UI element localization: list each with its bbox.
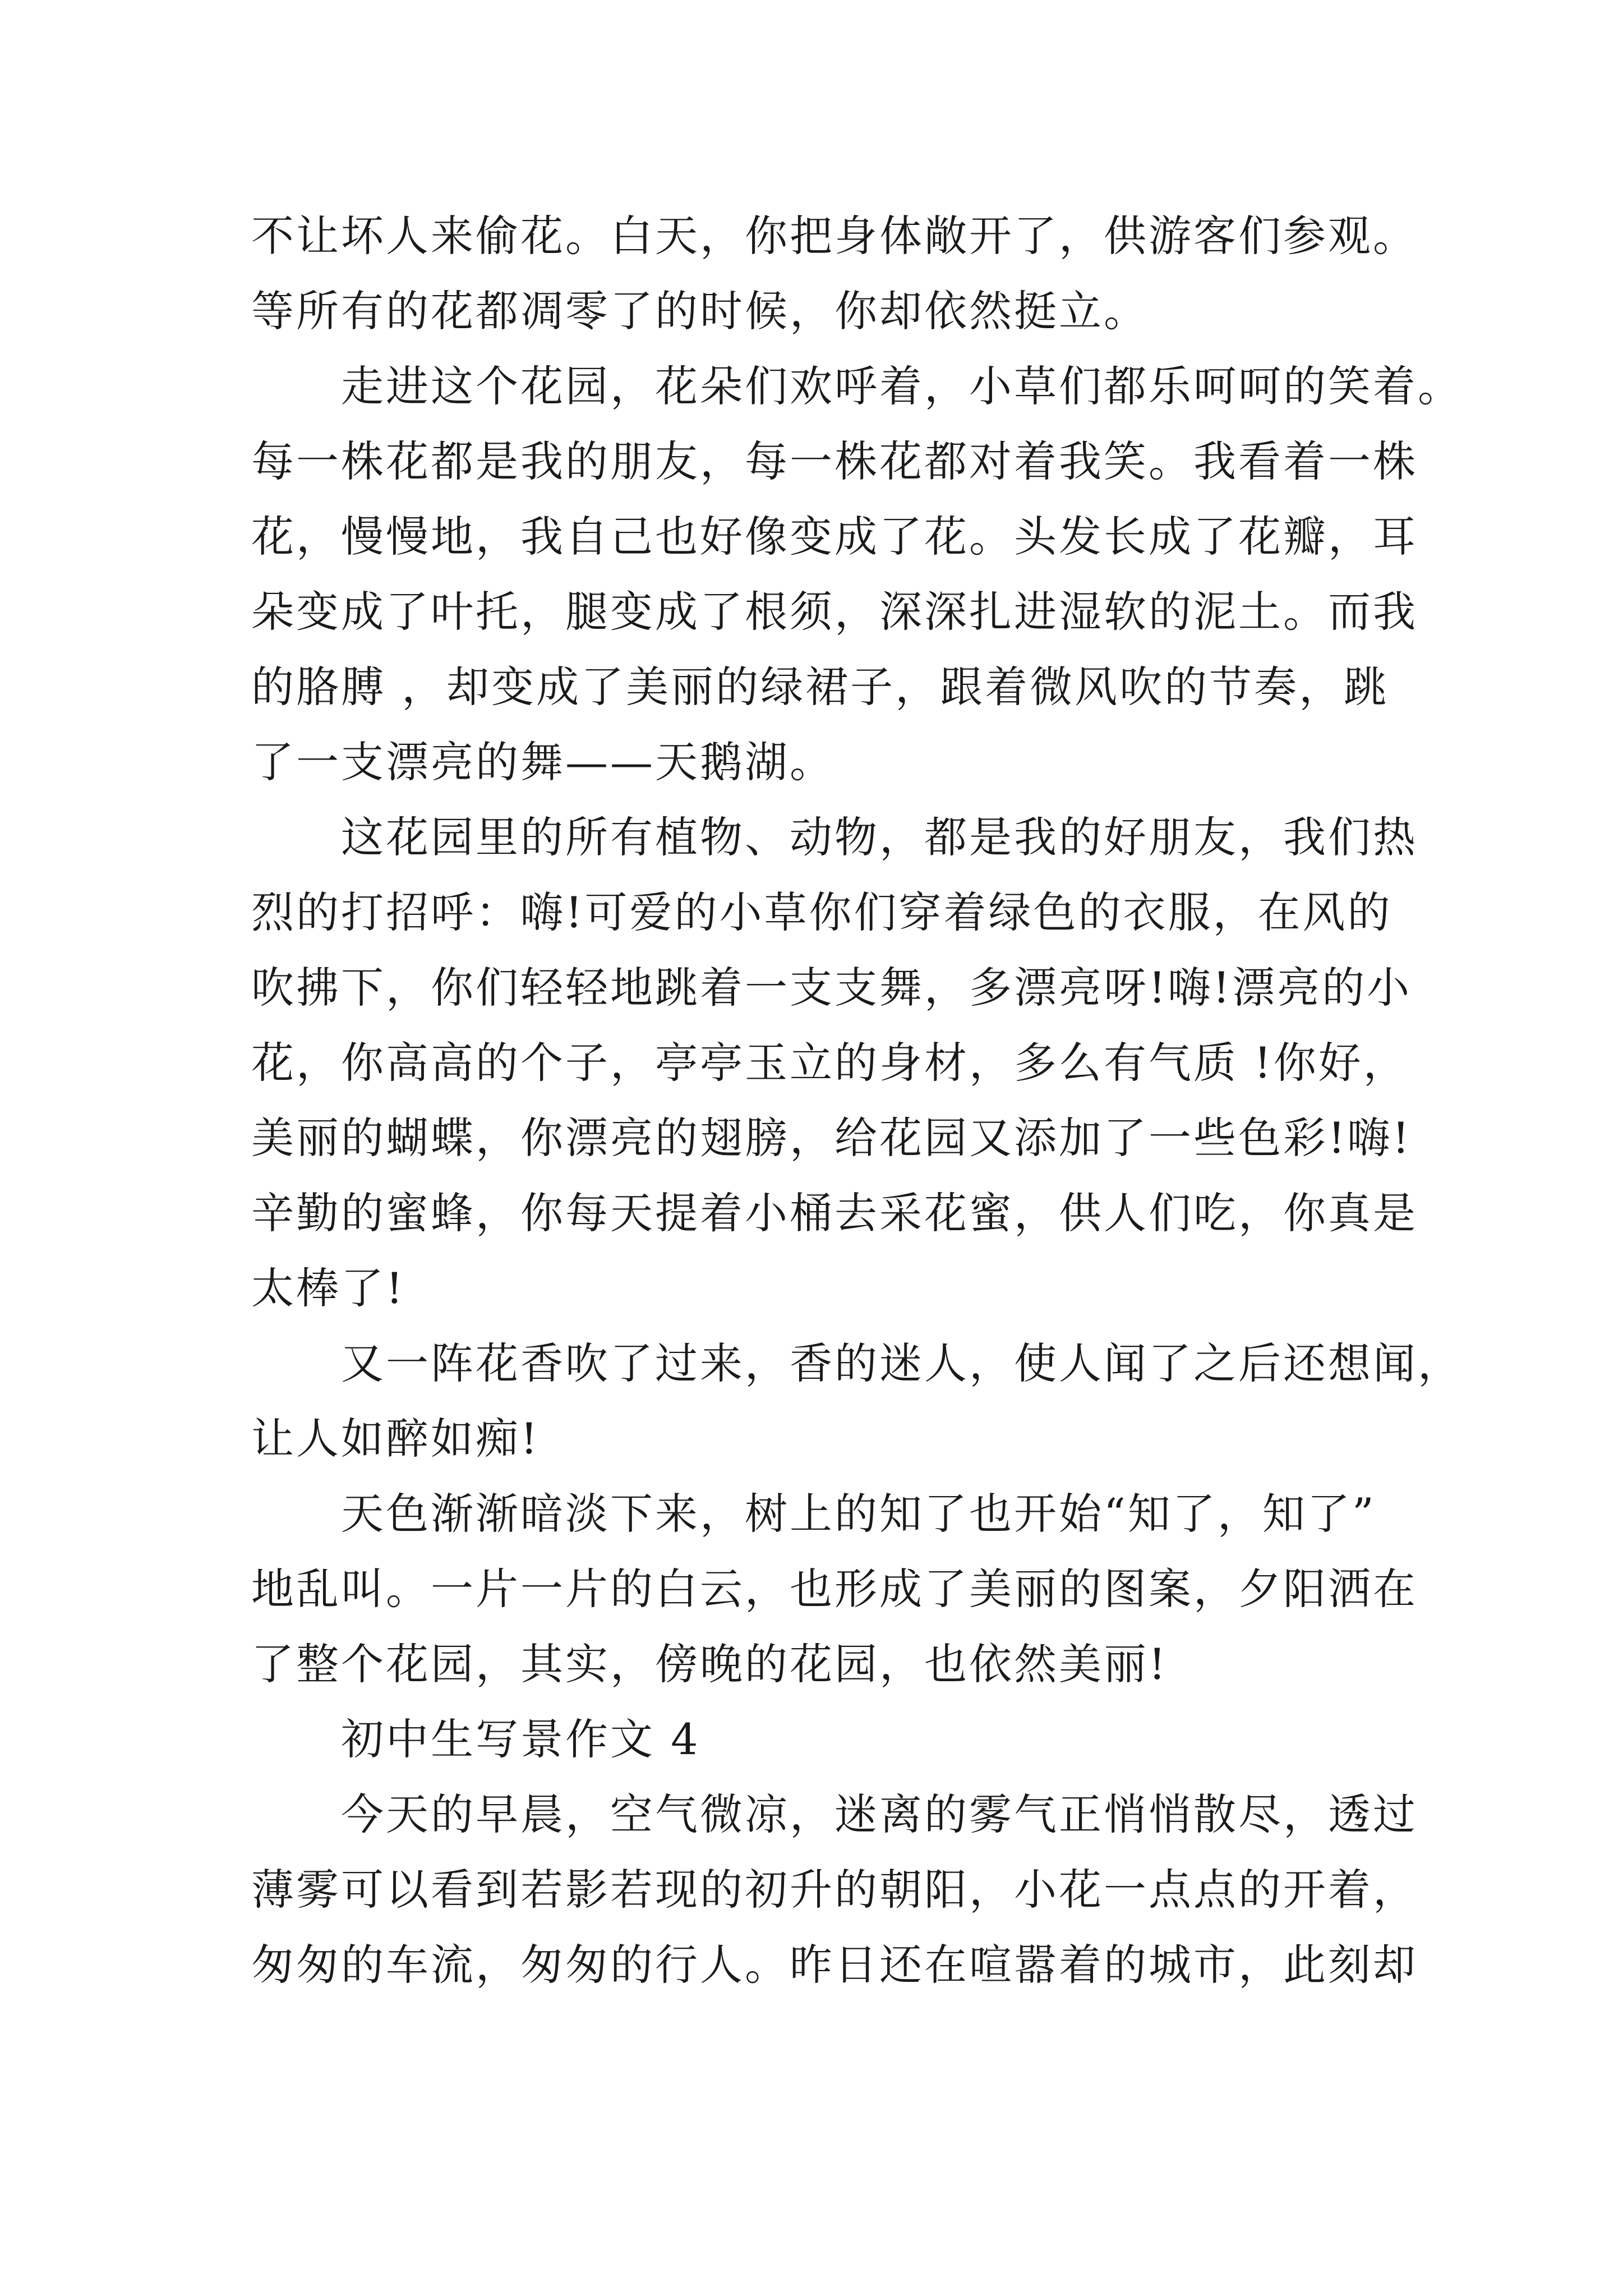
text-line: 等所有的花都凋零了的时候，你却依然挺立。 [251, 286, 1149, 336]
text-line: 不让坏人来偷花。白天，你把身体敞开了，供游客们参观。 [251, 211, 1418, 261]
text-line: 花，你高高的个子，亭亭玉立的身材，多么有气质 !你好， [251, 1038, 1408, 1088]
paragraph-start-line: 又一阵花香吹了过来，香的迷人，使人闻了之后还想闻， [341, 1338, 1463, 1388]
paragraph-start-line: 这花园里的所有植物、动物，都是我的好朋友，我们热 [341, 812, 1418, 862]
paragraph-start-line: 走进这个花园，花朵们欢呼着，小草们都乐呵呵的笑着。 [341, 361, 1463, 411]
paragraph-start-line: 今天的早晨，空气微凉，迷离的雾气正悄悄散尽，透过 [341, 1789, 1418, 1839]
text-line: 吹拂下，你们轻轻地跳着一支支舞，多漂亮呀!嗨!漂亮的小 [251, 963, 1412, 1013]
text-line: 太棒了! [251, 1263, 405, 1313]
text-line: 地乱叫。一片一片的白云，也形成了美丽的图案，夕阳洒在 [251, 1564, 1418, 1614]
text-line: 每一株花都是我的朋友，每一株花都对着我笑。我看着一株 [251, 436, 1418, 486]
paragraph-start-line: 天色渐渐暗淡下来，树上的知了也开始“知了，知了” [341, 1489, 1376, 1539]
text-line: 让人如醉如痴! [251, 1414, 540, 1464]
document-body [251, 199, 1463, 2003]
text-line: 美丽的蝴蝶，你漂亮的翅膀，给花园又添加了一些色彩!嗨! [251, 1113, 1412, 1163]
text-line: 辛勤的蜜蜂，你每天提着小桶去采花蜜，供人们吃，你真是 [251, 1188, 1418, 1238]
text-line: 了整个花园，其实，傍晚的花园，也依然美丽! [251, 1639, 1168, 1689]
text-line: 朵变成了叶托，腿变成了根须，深深扎进湿软的泥土。而我 [251, 587, 1418, 637]
text-line: 的胳膊 ，却变成了美丽的绿裙子，跟着微风吹的节奏，跳 [251, 662, 1389, 712]
text-line: 匆匆的车流，匆匆的行人。昨日还在喧嚣着的城市，此刻却 [251, 1940, 1418, 1990]
text-line: 了一支漂亮的舞——天鹅湖。 [251, 737, 834, 787]
section-heading: 初中生写景作文 4 [341, 1714, 700, 1764]
text-line: 烈的打招呼：嗨!可爱的小草你们穿着绿色的衣服，在风的 [251, 887, 1393, 937]
text-line: 薄雾可以看到若影若现的初升的朝阳，小花一点点的开着， [251, 1865, 1418, 1915]
text-line: 花，慢慢地，我自己也好像变成了花。头发长成了花瓣，耳 [251, 512, 1418, 562]
